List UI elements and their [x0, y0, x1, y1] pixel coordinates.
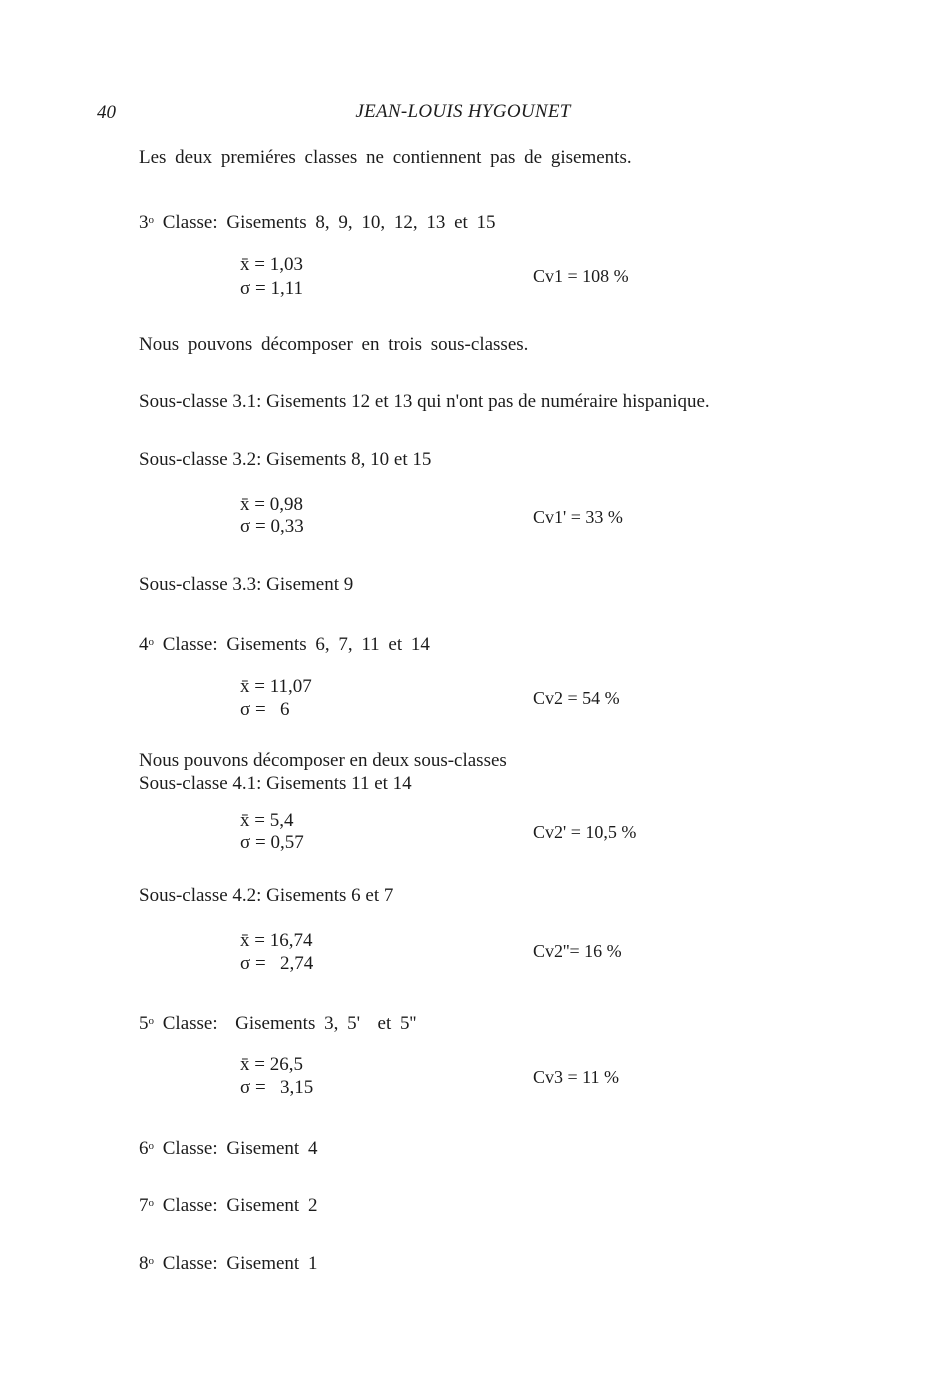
subclass-4-1-mean: x̄ = 5,4 — [240, 810, 294, 831]
class-5-sigma: σ = 3,15 — [240, 1077, 314, 1098]
subclass-3-1: Sous-classe 3.1: Gisements 12 et 13 qui n'ont pas de numéraire hispanique. — [139, 391, 710, 412]
class-8-text: Classe: Gisement 1 — [154, 1253, 318, 1274]
class-4-number: 4 — [139, 634, 149, 655]
subclass-4-1-sigma: σ = 0,57 — [240, 832, 304, 853]
class-5-heading — [139, 1010, 416, 1035]
ordinal-mark: o — [148, 1197, 154, 1209]
ordinal-mark: o — [148, 214, 154, 226]
class-7-heading — [139, 1192, 317, 1217]
ordinal-mark: o — [148, 636, 154, 648]
class-3-heading — [139, 209, 496, 234]
class-4-cv: Cv2 = 54 % — [533, 688, 620, 708]
decompose-4-paragraph: Nous pouvons décomposer en deux sous-classes — [139, 750, 507, 771]
ordinal-mark: o — [148, 1015, 154, 1027]
decompose-3-paragraph: Nous pouvons décomposer en trois sous-classes. — [139, 334, 529, 355]
class-5-cv: Cv3 = 11 % — [533, 1067, 619, 1087]
subclass-4-2-cv: Cv2''= 16 % — [533, 941, 622, 961]
subclass-3-3: Sous-classe 3.3: Gisement 9 — [139, 574, 354, 595]
class-5-number: 5 — [139, 1013, 149, 1034]
class-5-text: Classe: Gisements 3, 5' et 5'' — [154, 1013, 417, 1034]
class-3-cv: Cv1 = 108 % — [533, 266, 629, 286]
subclass-4-2: Sous-classe 4.2: Gisements 6 et 7 — [139, 885, 394, 906]
class-3-text: Classe: Gisements 8, 9, 10, 12, 13 et 15 — [154, 212, 496, 233]
class-4-text: Classe: Gisements 6, 7, 11 et 14 — [154, 634, 430, 655]
subclass-4-1-cv: Cv2' = 10,5 % — [533, 822, 637, 842]
subclass-3-2-cv: Cv1' = 33 % — [533, 507, 623, 527]
class-7-text: Classe: Gisement 2 — [154, 1195, 318, 1216]
subclass-4-1: Sous-classe 4.1: Gisements 11 et 14 — [139, 773, 412, 794]
class-3-sigma: σ = 1,11 — [240, 278, 304, 299]
subclass-3-2-sigma: σ = 0,33 — [240, 516, 304, 537]
class-5-mean: x̄ = 26,5 — [240, 1054, 303, 1075]
subclass-4-2-mean: x̄ = 16,74 — [240, 930, 313, 951]
subclass-3-2-mean: x̄ = 0,98 — [240, 494, 303, 515]
intro-paragraph: Les deux premiéres classes ne contiennent pas de gisements. — [139, 147, 632, 168]
subclass-4-2-sigma: σ = 2,74 — [240, 953, 314, 974]
page-number: 40 — [97, 102, 116, 123]
class-6-heading — [139, 1135, 317, 1160]
class-6-text: Classe: Gisement 4 — [154, 1138, 318, 1159]
subclass-3-2: Sous-classe 3.2: Gisements 8, 10 et 15 — [139, 449, 432, 470]
class-6-number: 6 — [139, 1138, 149, 1159]
class-3-number: 3 — [139, 212, 149, 233]
class-7-number: 7 — [139, 1195, 149, 1216]
class-3-mean: x̄ = 1,03 — [240, 254, 303, 275]
class-4-heading — [139, 631, 430, 656]
running-head: JEAN-LOUIS HYGOUNET — [355, 101, 571, 122]
ordinal-mark: o — [148, 1140, 154, 1152]
ordinal-mark: o — [148, 1255, 154, 1267]
class-8-heading — [139, 1250, 317, 1275]
class-4-sigma: σ = 6 — [240, 699, 290, 720]
class-8-number: 8 — [139, 1253, 149, 1274]
class-4-mean: x̄ = 11,07 — [240, 676, 312, 697]
